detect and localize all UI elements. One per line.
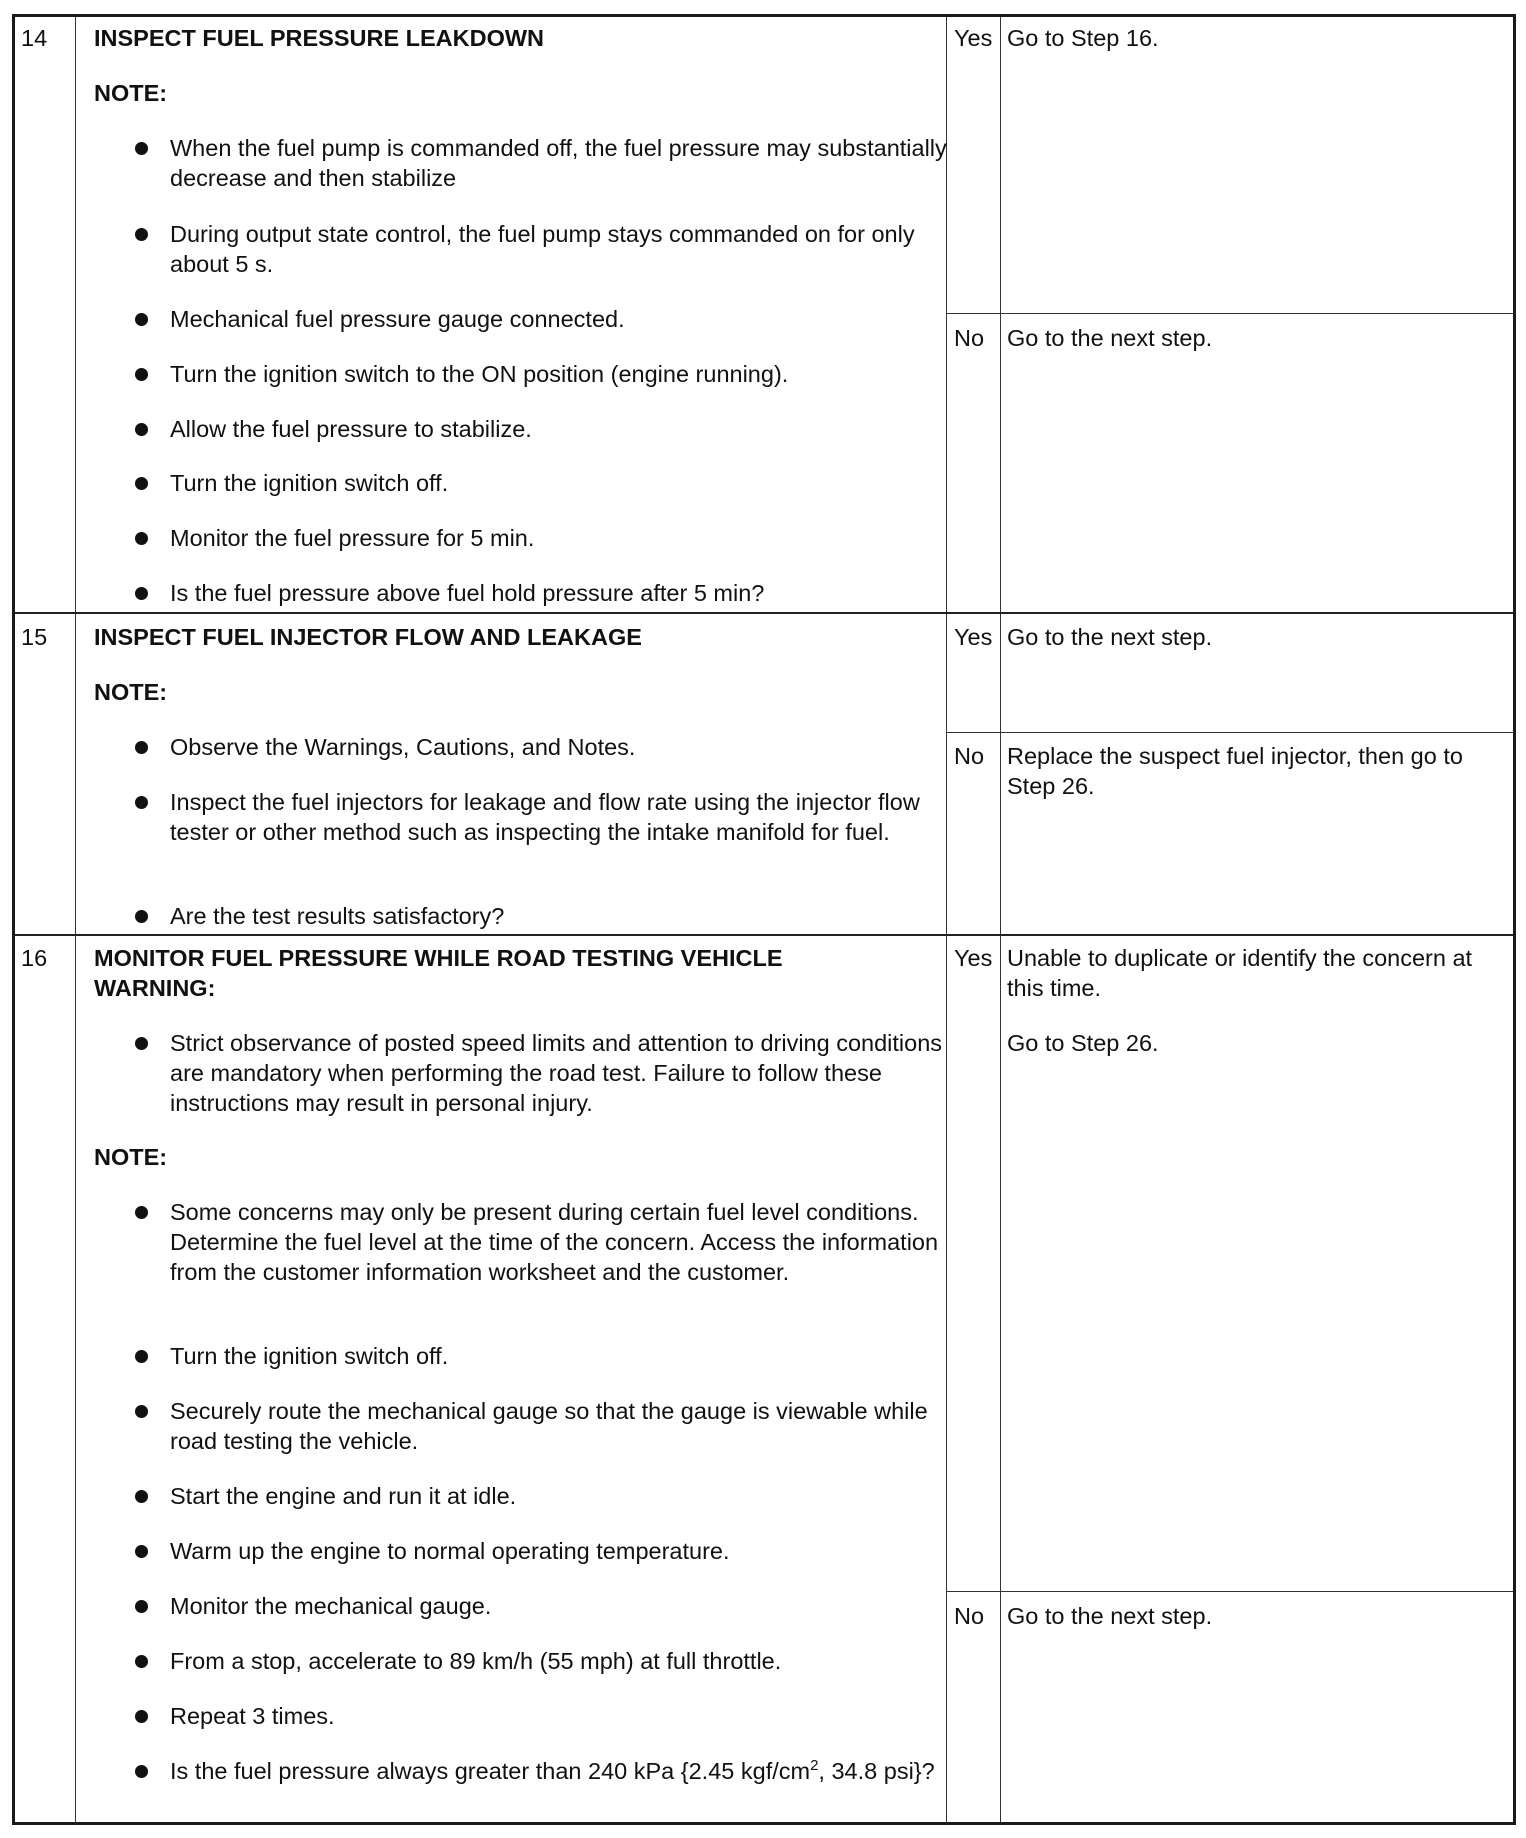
result-answer-no: No [954,743,985,769]
bullet-icon [135,910,148,923]
result-action-yes: Go to the next step. [1007,624,1213,650]
note-item: Some concerns may only be present during certain fuel level conditions. Determine the fuel level at the time of the concern. Access the information from the customer information worksheet and the customer. [170,1197,950,1287]
diagnostic-table [12,14,1516,1825]
bullet-icon [135,313,148,326]
result-action-no: Replace the suspect fuel injector, then go to Step 26. [1007,743,1463,799]
result-answer-yes: Yes [954,25,993,51]
bullet-icon [135,477,148,490]
final-question: Is the fuel pressure always greater than 240 kPa {2.45 kgf/$cm^2$, 34.8 psi}? [170,1756,950,1786]
bullet-icon [135,796,148,809]
action-item: Allow the fuel pressure to stabilize. [170,414,950,444]
note-item: Observe the Warnings, Cautions, and Notes. [170,732,950,762]
action-item: Turn the ignition switch to the ON position (engine running). [170,359,950,389]
action-item: From a stop, accelerate to 89 km/h (55 mph) at full throttle. [170,1646,950,1676]
warning-label: WARNING: [94,975,216,1001]
result-action-yes: Go to Step 16. [1007,25,1159,51]
note-item: When the fuel pump is commanded off, the fuel pressure may substantially decrease and then stabilize [170,133,950,193]
note-label: NOTE: [94,1144,168,1170]
warning-item: Strict observance of posted speed limits and attention to driving conditions are mandatory when performing the road test. Failure to follow these instructions may result in personal injury. [170,1028,950,1118]
action-item: Turn the ignition switch off. [170,468,950,498]
bullet-icon [135,1765,148,1778]
bullet-icon [135,1037,148,1050]
bullet-icon [135,228,148,241]
result-action-no: Go to the next step. [1007,325,1213,351]
action-item: Monitor the mechanical gauge. [170,1591,950,1621]
action-item: Mechanical fuel pressure gauge connected. [170,304,950,334]
result-action-no: Go to the next step. [1007,1603,1213,1629]
result-answer-yes: Yes [954,945,993,971]
bullet-icon [135,368,148,381]
bullet-icon [135,741,148,754]
action-item: Is the fuel pressure above fuel hold pressure after 5 min? [170,578,950,608]
result-answer-yes: Yes [954,624,993,650]
bullet-icon [135,587,148,600]
bullet-icon [135,1655,148,1668]
action-item: Start the engine and run it at idle. [170,1481,950,1511]
row-divider-14-15 [15,612,1513,614]
step-number: 14 [21,25,48,51]
column-divider-action [1000,17,1001,1822]
note-item: During output state control, the fuel pump stays commanded on for only about 5 s. [170,219,950,279]
bullet-icon [135,1206,148,1219]
action-item: Monitor the fuel pressure for 5 min. [170,523,950,553]
step-title: INSPECT FUEL PRESSURE LEAKDOWN [94,25,545,51]
action-item: Securely route the mechanical gauge so that the gauge is viewable while road testing the vehicle. [170,1396,950,1456]
bullet-icon [135,1600,148,1613]
bullet-icon [135,1405,148,1418]
step-title: MONITOR FUEL PRESSURE WHILE ROAD TESTING VEHICLE [94,945,783,971]
result-divider-14 [946,313,1513,314]
action-item: Warm up the engine to normal operating temperature. [170,1536,950,1566]
result-action-yes: Unable to duplicate or identify the concern at this time. [1007,945,1473,1001]
bullet-icon [135,1710,148,1723]
action-item: Turn the ignition switch off. [170,1341,950,1371]
action-item: Inspect the fuel injectors for leakage and flow rate using the injector flow tester or other method such as inspecting the intake manifold for fuel. [170,787,950,847]
bullet-icon [135,423,148,436]
result-divider-15 [946,732,1513,733]
bullet-icon [135,1490,148,1503]
row-divider-15-16 [15,934,1513,936]
bullet-icon [135,1350,148,1363]
bullet-icon [135,532,148,545]
step-number: 15 [21,624,48,650]
step-title: INSPECT FUEL INJECTOR FLOW AND LEAKAGE [94,624,642,650]
action-item: Are the test results satisfactory? [170,901,950,931]
action-item: Repeat 3 times. [170,1701,950,1731]
result-answer-no: No [954,325,985,351]
bullet-icon [135,1545,148,1558]
note-label: NOTE: [94,679,168,705]
note-label: NOTE: [94,80,168,106]
bullet-icon [135,142,148,155]
result-answer-no: No [954,1603,985,1629]
step-number: 16 [21,945,48,971]
column-divider-step [75,17,76,1822]
result-action-yes-followup: Go to Step 26. [1007,1030,1159,1056]
result-divider-16 [946,1591,1513,1592]
